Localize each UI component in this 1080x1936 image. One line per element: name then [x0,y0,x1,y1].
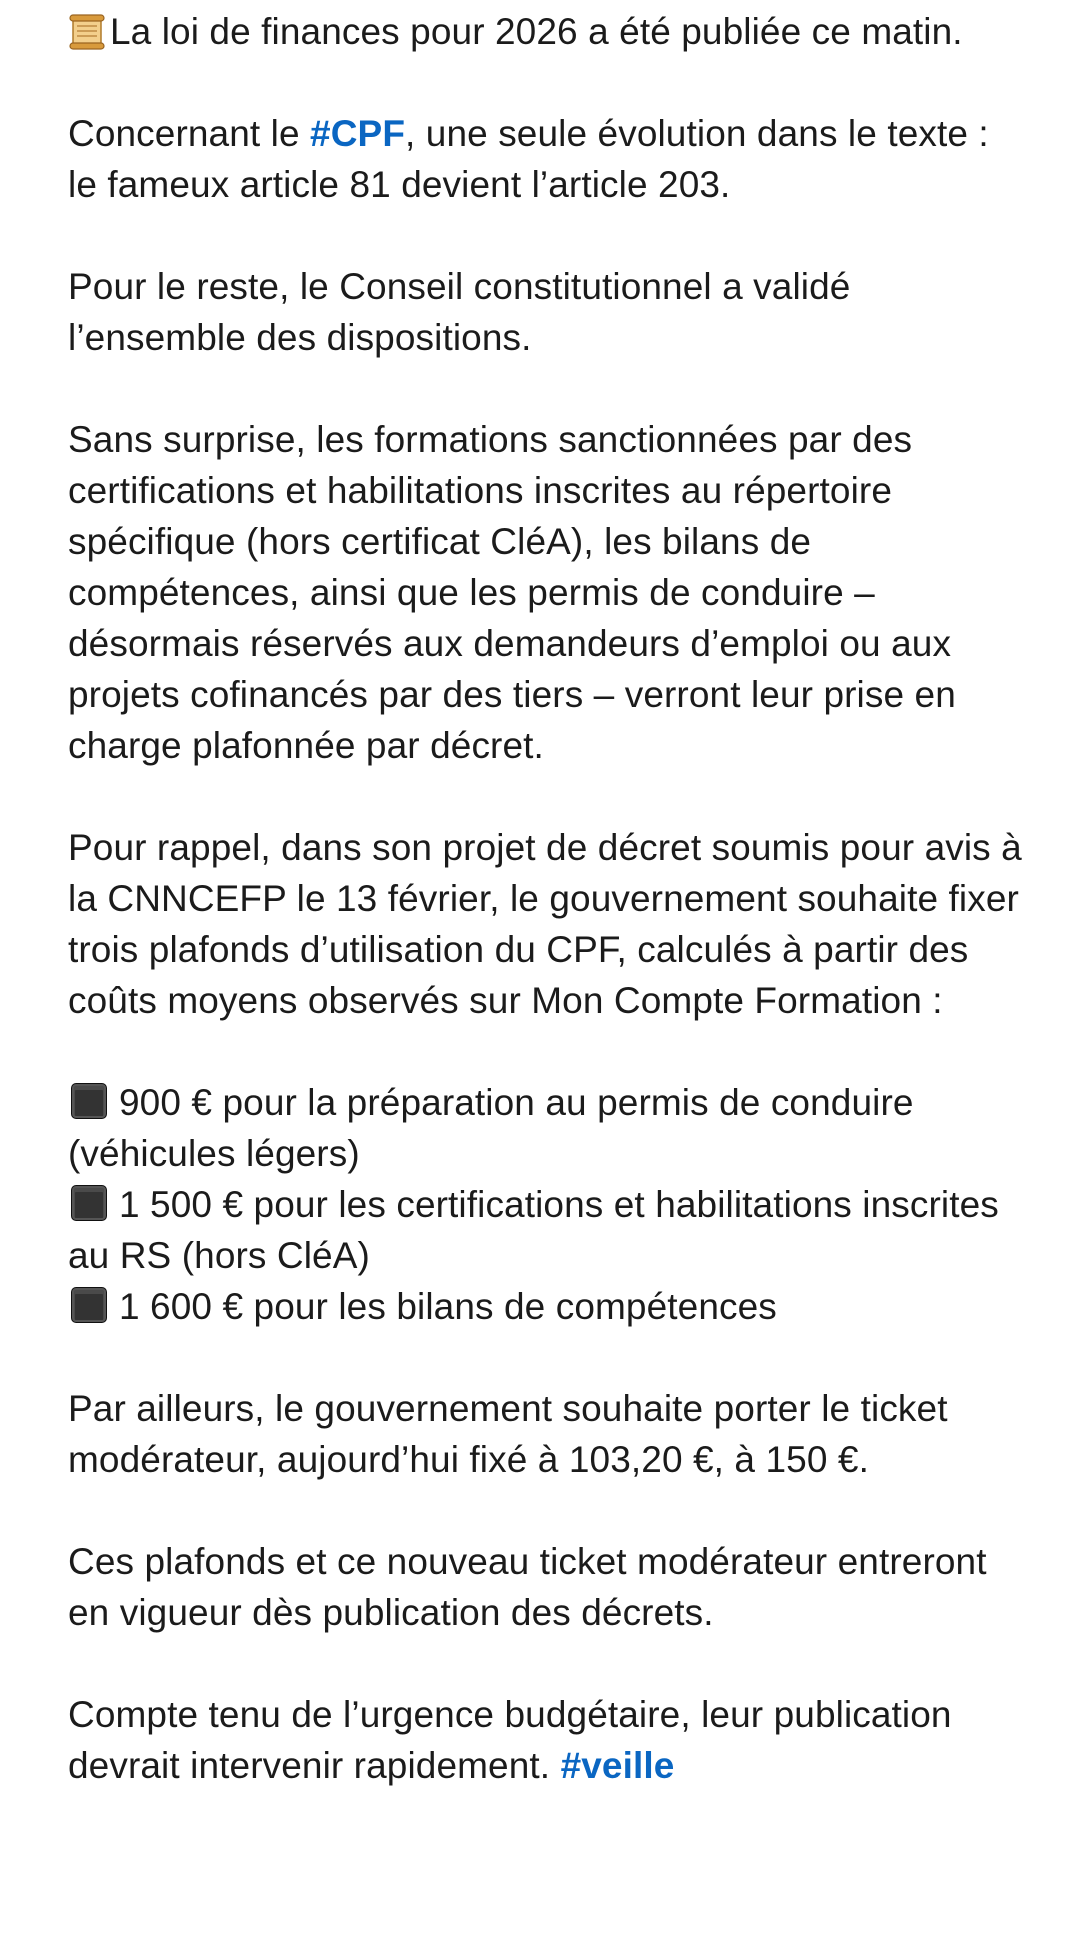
black-square-icon [71,1185,107,1221]
scroll-icon [68,13,106,51]
paragraph-ticket: Par ailleurs, le gouvernement souhaite porter le ticket modérateur, aujourd’hui fixé à 103,20 €, à 150 €. [68,1388,948,1480]
bullet-list [68,1077,1028,1332]
paragraph-rappel: Pour rappel, dans son projet de décret soumis pour avis à la CNNCEFP le 13 février, le gouvernement souhaite fixer trois plafonds d’utilisation du CPF, calculés à partir des coûts moyens observés sur Mon Compte Formation : [68,827,1022,1021]
paragraph-formations: Sans surprise, les formations sanctionnées par des certifications et habilitations inscrites au répertoire spécifique (hors certificat CléA), les bilans de compétences, ainsi que les permis de conduire – désormais réservés aux demandeurs d’emploi ou aux projets cofinancés par des tiers – verront leur prise en charge plafonnée par décret. [68,419,956,766]
paragraph-intro [68,6,1028,57]
paragraph-urgence [68,1689,1028,1791]
paragraph-conseil: Pour le reste, le Conseil constitutionnel a validé l’ensemble des dispositions. [68,266,851,358]
cpf-text-before: Concernant le [68,113,311,154]
cpf-text-after: , une seule évolution dans le texte : le fameux article 81 devient l’article 203. [68,113,989,205]
list-item-text: 1 600 € pour les bilans de compétences [119,1286,777,1327]
black-square-icon [71,1287,107,1323]
list-item-text: 1 500 € pour les certifications et habilitations inscrites au RS (hors CléA) [68,1184,999,1276]
black-square-icon [71,1083,107,1119]
list-item [68,1179,1028,1281]
list-item-text: 900 € pour la préparation au permis de conduire (véhicules légers) [68,1082,914,1174]
paragraph-vigueur: Ces plafonds et ce nouveau ticket modérateur entreront en vigueur dès publication des décrets. [68,1541,987,1633]
paragraph-cpf [68,108,1028,210]
hashtag-cpf-link[interactable]: #CPF [310,113,406,154]
list-item [68,1077,1028,1179]
intro-text: La loi de finances pour 2026 a été publiée ce matin. [110,11,963,52]
hashtag-veille-link[interactable]: #veille [560,1745,675,1786]
list-item [68,1281,1028,1332]
post-body [68,6,1028,1791]
urgence-text: Compte tenu de l’urgence budgétaire, leur publication devrait intervenir rapidement. [68,1694,952,1786]
